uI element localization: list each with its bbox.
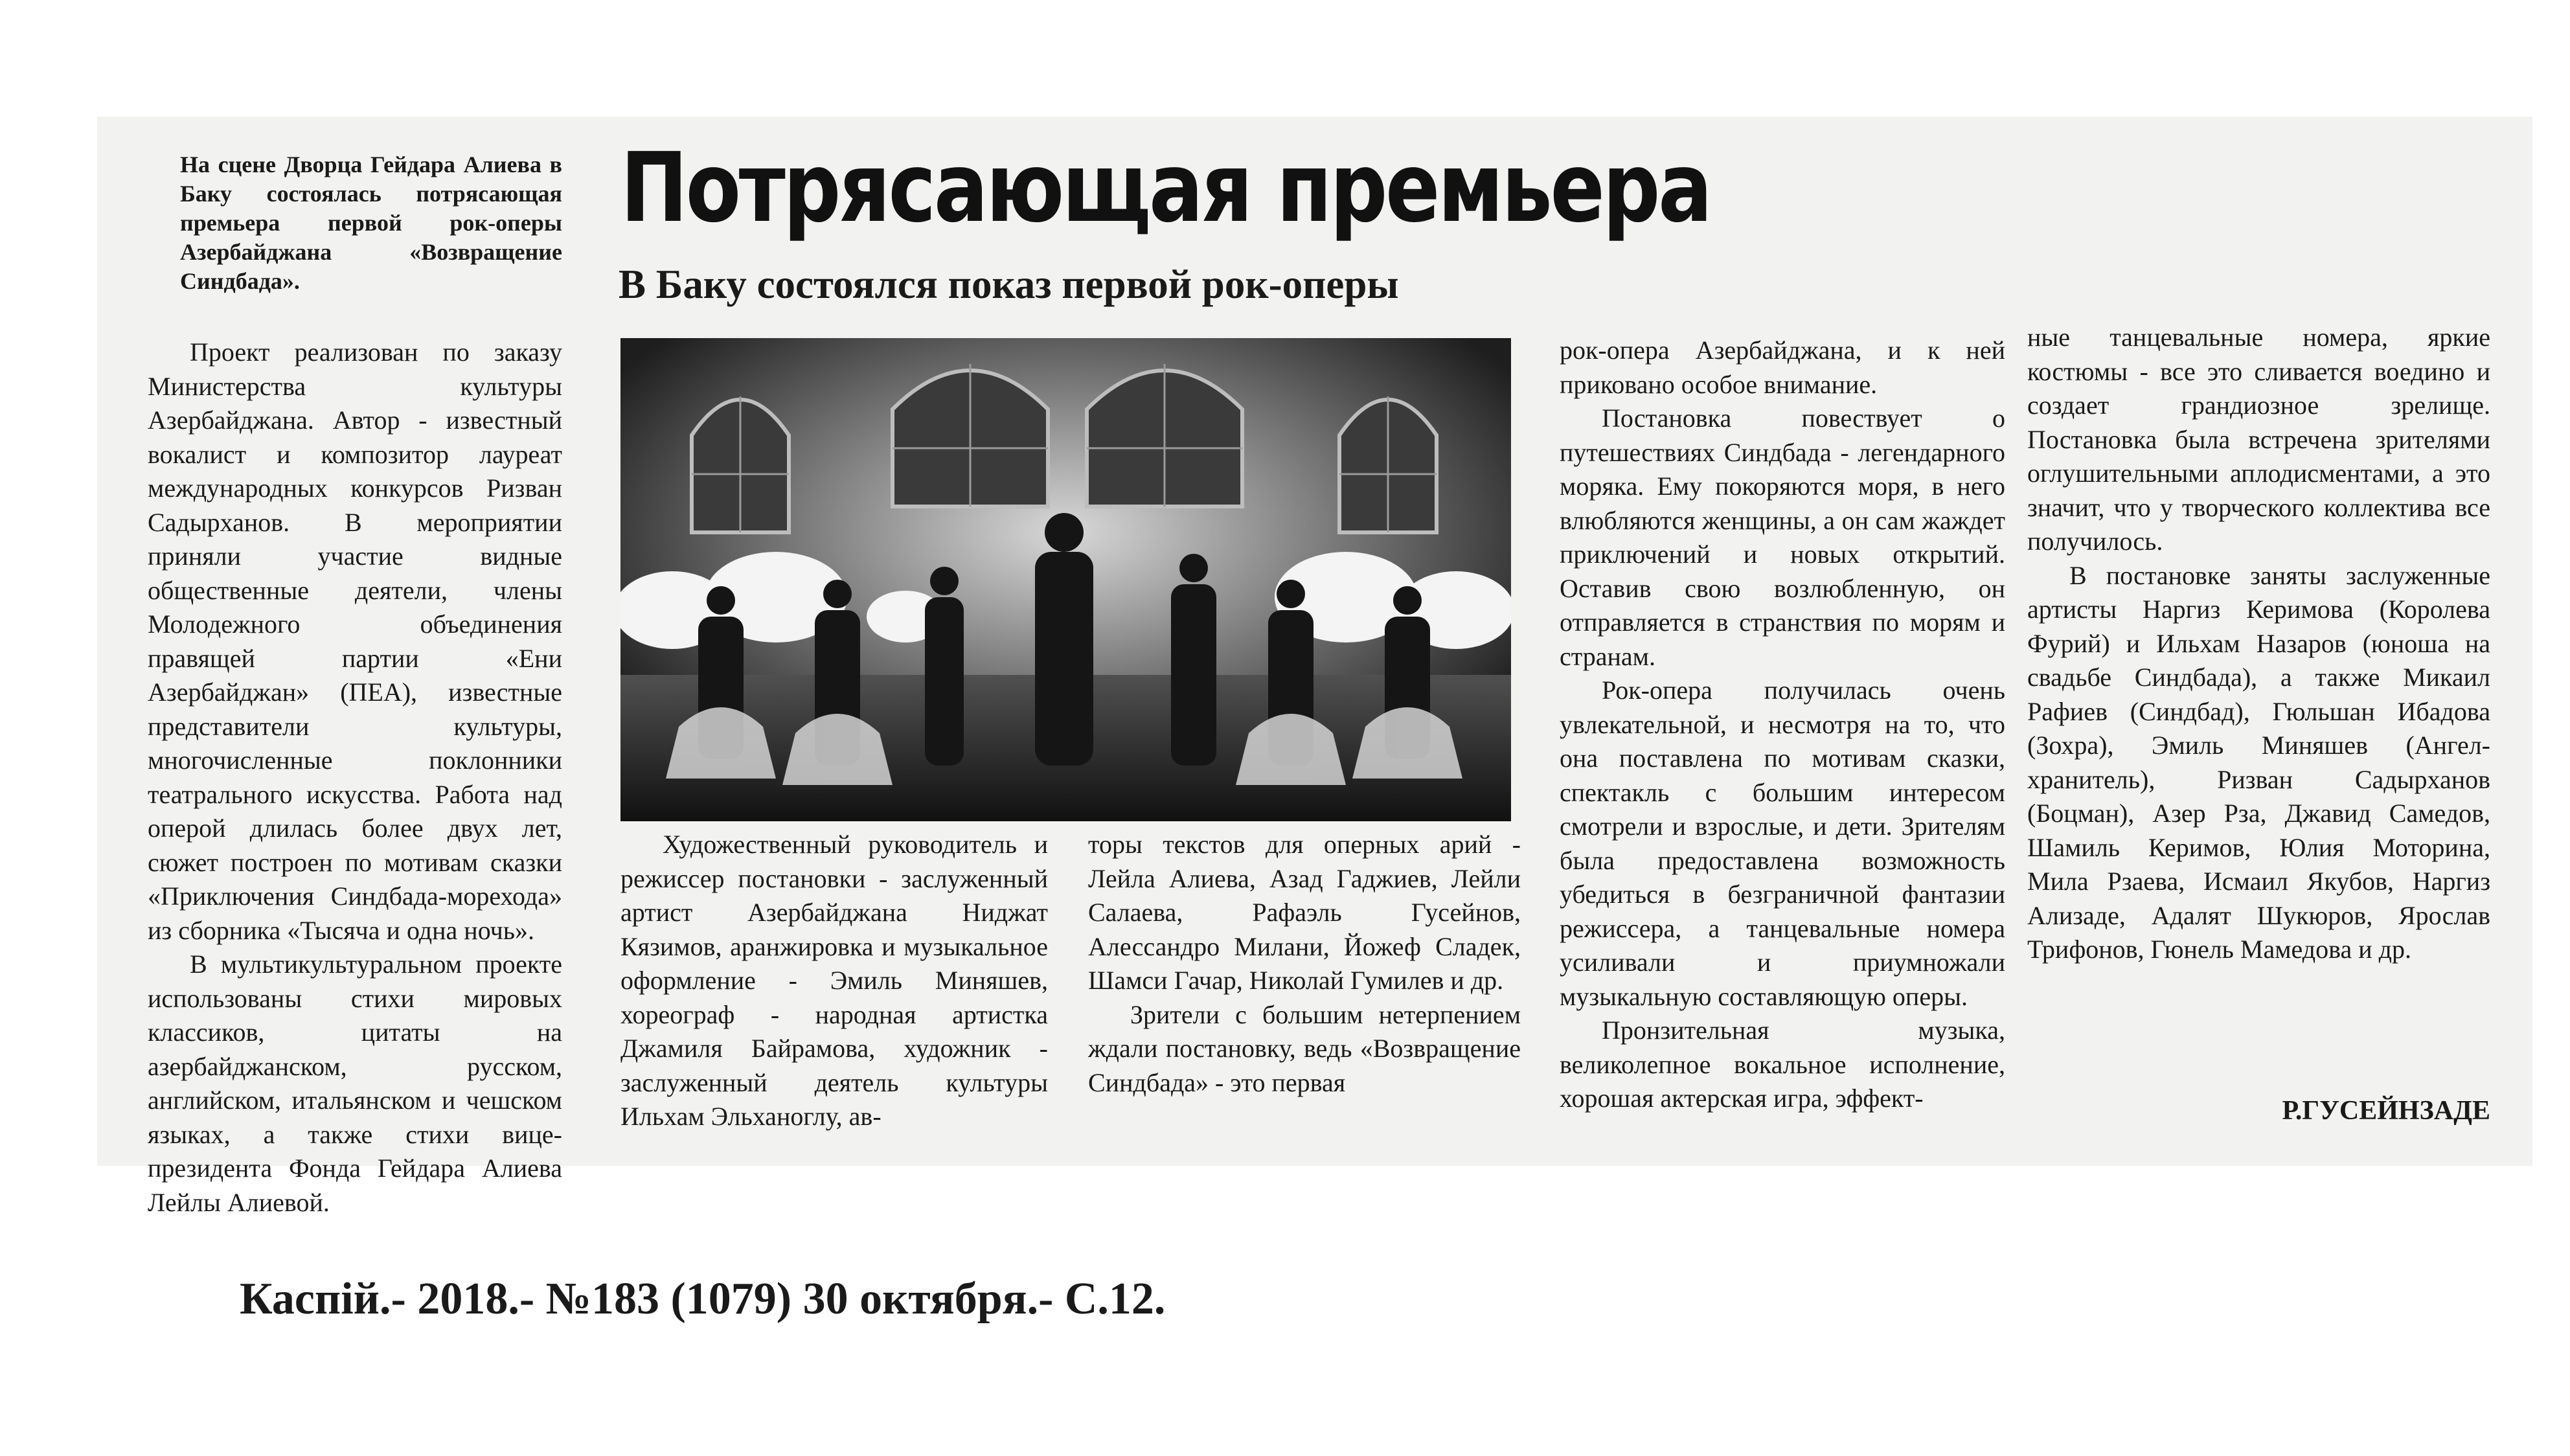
- source-citation: Каспій.- 2018.- №183 (1079) 30 октября.- С.12.: [240, 1274, 1166, 1324]
- article-column-1: [148, 336, 562, 1220]
- article-column-3: [1088, 828, 1521, 1100]
- article-paragraph: Пронзительная музыка, великолепное вокальное исполнение, хорошая актерская игра, эффект-: [1560, 1016, 2005, 1113]
- stage-photo: [620, 338, 1511, 821]
- article-column-4: [1560, 334, 2005, 1116]
- article-paragraph: Рок-опера получилась очень увлекательной, и несмотря на то, что она поставлена по мотивам сказки, спектакль с большим интересом смотрели и взрослые, и дети. Зрителям была предоставлена возможность убедиться в безграничной фантазии режиссера, а танцевальные номера усиливали и приумножали музыкальную составляющую оперы.: [1560, 676, 2005, 1011]
- article-paragraph-continued: торы текстов для оперных арий - Лейла Алиева, Азад Гаджиев, Лейли Салаева, Рафаэль Гусейнов, Алессандро Милани, Йожеф Сладек, Шамси Гачар, Николай Гумилев и др.: [1088, 830, 1521, 995]
- article-lead: На сцене Дворца Гейдара Алиева в Баку состоялась потрясающая премьера первой рок-оперы Азербайджана «Возвращение Синдбада».: [180, 152, 562, 294]
- article-headline: Потрясающая премьера: [620, 132, 1711, 244]
- article-column-5: [2027, 321, 2490, 967]
- article-paragraph: Художественный руководитель и режиссер постановки - заслуженный артист Азербайджана Ниджат Кязимов, аранжировка и музыкальное оформление - Эмиль Миняшев, хореограф - народная артистка Джамиля Байрамова, художник - заслуженный деятель культуры Ильхам Эльханоглу, ав-: [620, 830, 1048, 1131]
- article-column-2: [620, 828, 1048, 1134]
- article-author: Р.ГУСЕЙНЗАДЕ: [2282, 1096, 2490, 1126]
- article-paragraph-continued: ные танцевальные номера, яркие костюмы - все это сливается воедино и создает грандиозное зрелище. Постановка была встречена зрителями оглушительными аплодисментами, а это значит, что у творческого коллектива все получилось.: [2027, 323, 2490, 556]
- stage-photo-icon: [620, 338, 1511, 821]
- article-subheadline: В Баку состоялся показ первой рок-оперы: [619, 262, 1399, 307]
- article-paragraph: Зрители с большим нетерпением ждали постановку, ведь «Возвращение Синдбада» - это первая: [1088, 999, 1521, 1097]
- article-paragraph: В постановке заняты заслуженные артисты Наргиз Керимова (Королева Фурий) и Ильхам Назаров (юноша на свадьбе Синдбада), а также Микаил Рафиев (Синдбад), Гюльшан Ибадова (Зохра), Эмиль Миняшев (Ангел-хранитель), Ризван Садырханов (Боцман), Азер Рза, Джавид Самедов, Шамиль Керимов, Юлия Моторина, Мила Рзаева, Исмаил Якубов, Наргиз Ализаде, Адалят Шукюров, Ярослав Трифонов, Гюнель Мамедова и др.: [2027, 560, 2490, 964]
- article-paragraph: Постановка повествует о путешествиях Синдбада - легендарного моряка. Ему покоряются моря, в него влюбляются женщины, а он сам жаждет приключений и новых открытий. Оставив свою возлюбленную, он отправляется в странствия по морям и странам.: [1560, 404, 2005, 671]
- article-paragraph: В мультикультуральном проекте использованы стихи мировых классиков, цитаты на азербайджанском, русском, английском, итальянском и чешском языках, а также стихи вице-президента Фонда Гейдара Алиева Лейлы Алиевой.: [148, 950, 562, 1217]
- article-paragraph-continued: рок-опера Азербайджана, и к ней приковано особое внимание.: [1560, 336, 2005, 399]
- article-paragraph: Проект реализован по заказу Министерства культуры Азербайджана. Автор - известный вокалист и композитор лауреат международных конкурсов Ризван Садырханов. В мероприятии приняли участие видные общественные деятели, члены Молодежного объединения правящей партии «Ени Азербайджан» (ПЕА), известные представители культуры, многочисленные поклонники театрального искусства. Работа над оперой длилась более двух лет, сюжет построен по мотивам сказки «Приключения Синдбада-морехода» из сборника «Тысяча и одна ночь».: [148, 337, 562, 945]
